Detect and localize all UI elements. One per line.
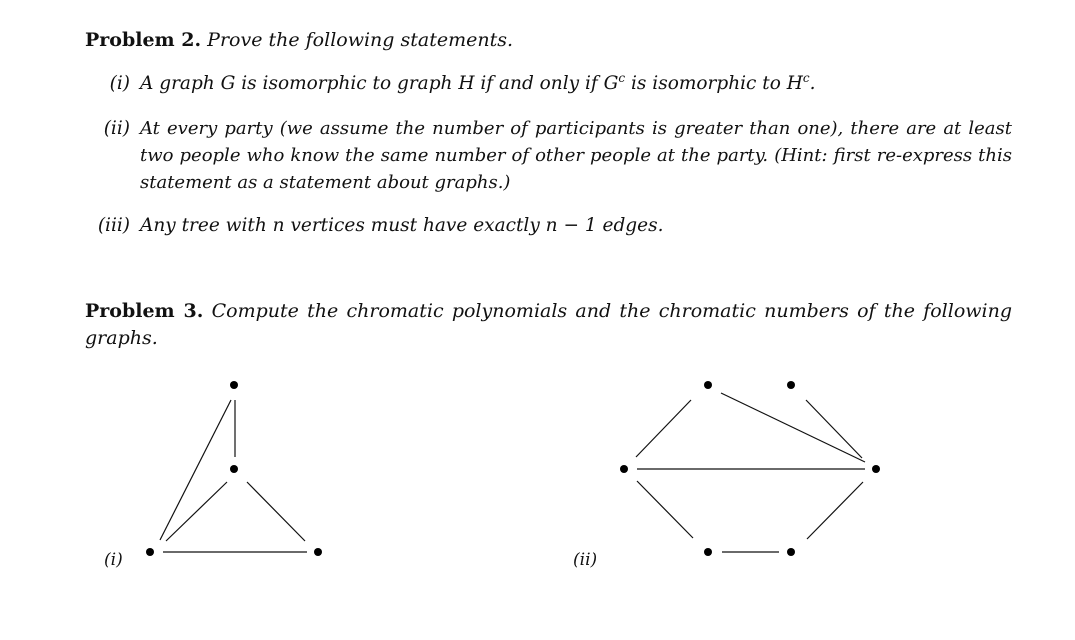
- item-text: A graph G is isomorphic to graph H if and only if $G^c$ is isomorphic to $H^c$.: [140, 70, 816, 94]
- vertex-top-left: [704, 381, 712, 389]
- item-label: (iii): [97, 215, 130, 236]
- item-label: (ii): [103, 118, 130, 139]
- graph-ii: [636, 393, 865, 552]
- graph-i-vertices: [146, 381, 322, 556]
- edge-center-bottom-left: [166, 482, 227, 541]
- problem-2-label: Problem 2.: [85, 29, 202, 51]
- edge-left-bottom-left: [637, 481, 693, 538]
- problem-2-statement: Prove the following statements.: [207, 29, 514, 51]
- vertex-top-right: [787, 381, 795, 389]
- vertex-right: [872, 465, 880, 473]
- edge-top-bottom-left: [160, 400, 231, 540]
- edge-top-right-right: [806, 400, 862, 458]
- edge-bottom-right-right: [807, 482, 863, 539]
- problem-3-statement: Compute the chromatic polynomials and the chromatic numbers of the following graphs.: [85, 300, 1012, 349]
- graph-i: [160, 400, 307, 552]
- problem-3-label: Problem 3.: [85, 300, 204, 322]
- vertex-left: [620, 465, 628, 473]
- graph-ii-label: (ii): [573, 550, 598, 570]
- vertex-bottom-left: [704, 548, 712, 556]
- vertex-bottom-right: [314, 548, 322, 556]
- vertex-bottom-left: [146, 548, 154, 556]
- vertex-bottom-right: [787, 548, 795, 556]
- item-text: Any tree with n vertices must have exactly n − 1 edges.: [140, 215, 664, 236]
- item-label: (i): [109, 73, 130, 94]
- edge-center-bottom-right: [247, 482, 305, 541]
- graph-i-label: (i): [104, 550, 123, 570]
- item-text: At every party (we assume the number of participants is greater than one), there are at least two people who know the same number of other people at the party. (Hint: first re-express this statement as a statement about graphs.): [140, 118, 1012, 193]
- edge-top-left-right: [721, 393, 865, 462]
- vertex-center: [230, 465, 238, 473]
- edge-left-top-left: [636, 400, 691, 457]
- vertex-top: [230, 381, 238, 389]
